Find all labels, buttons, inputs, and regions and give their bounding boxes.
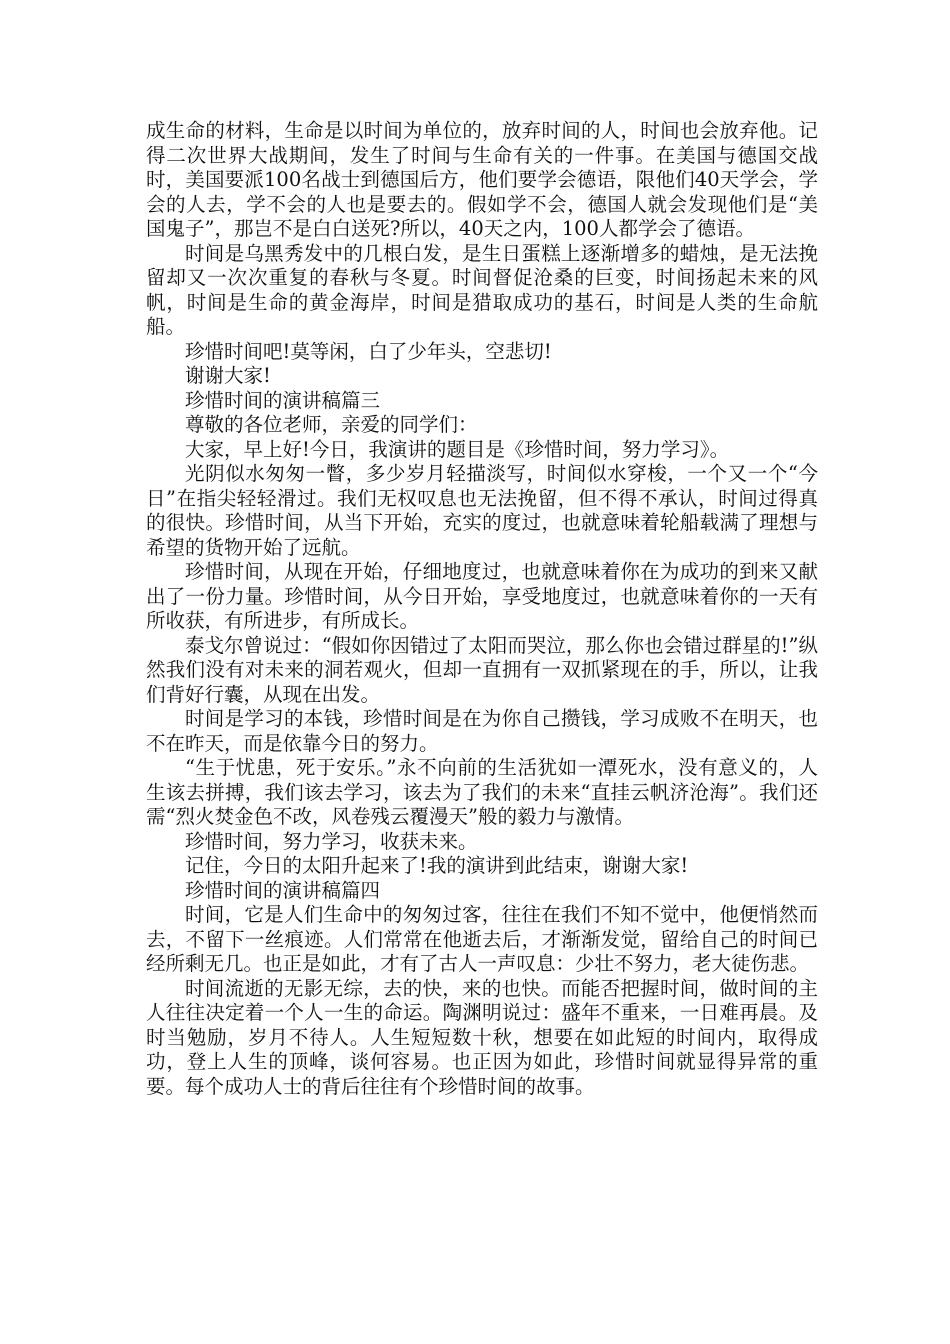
paragraph: 记住，今日的太阳升起来了!我的演讲到此结束，谢谢大家! [185,854,689,877]
section-heading: 珍惜时间的演讲稿篇三 [185,388,381,412]
paragraph: 光阴似水匆匆一瞥，多少岁月轻描淡写，时间似水穿梭，一个又一个“今日”在指尖轻轻滑过。我们无权叹息也无法挽留，但不得不承认，时间过得真的很快。珍惜时间，从当下开始，充实的度过，也就意味着轮船载满了理想与希望的货物开始了远航。 [146,462,818,559]
paragraph: 时间，它是人们生命中的匆匆过客，往往在我们不知不觉中，他便悄然而去，不留下一丝痕迹。人们常常在他逝去后，才渐渐发觉，留给自己的时间已经所剩无几。也正是如此，才有了古人一声叹息：少壮不努力，老大徒伤悲。 [146,903,818,975]
paragraph: 珍惜时间，努力学习，收获未来。 [185,829,478,853]
paragraph: 谢谢大家! [185,364,271,387]
paragraph: “生于忧患，死于安乐。”永不向前的生活犹如一潭死水，没有意义的，人生该去拼搏，我们该去学习，该去为了我们的未来“直挂云帆济沧海”。我们还需“烈火焚金色不改，风卷残云覆漫天”般的毅力与激情。 [146,756,818,828]
paragraph: 珍惜时间吧!莫等闲，白了少年头，空悲切! [185,339,552,363]
section-heading: 珍惜时间的演讲稿篇四 [185,878,381,902]
salutation: 尊敬的各位老师，亲爱的同学们： [185,413,478,436]
paragraph: 时间是学习的本钱，珍惜时间是在为你自己攒钱，学习成败不在明天，也不在昨天，而是依靠今日的努力。 [146,707,818,755]
paragraph: 大家，早上好!今日，我演讲的题目是《珍惜时间，努力学习》。 [185,437,730,461]
paragraph: 时间是乌黑秀发中的几根白发，是生日蛋糕上逐渐增多的蜡烛，是无法挽留却又一次次重复的春秋与冬夏。时间督促沧桑的巨变，时间扬起未来的风帆，时间是生命的黄金海岸，时间是猎取成功的基石，时间是人类的生命航船。 [146,241,818,338]
document-body [146,119,818,1099]
paragraph: 时间流逝的无影无综，去的快，来的也快。而能否把握时间，做时间的主人往往决定着一个人一生的命运。陶渊明说过：盛年不重来，一日难再晨。及时当勉励，岁月不待人。人生短短数十秋，想要在如此短的时间内，取得成功，登上人生的顶峰，谈何容易。也正因为如此，珍惜时间就显得异常的重要。每个成功人士的背后往往有个珍惜时间的故事。 [146,976,818,1098]
paragraph: 珍惜时间，从现在开始，仔细地度过，也就意味着你在为成功的到来又献出了一份力量。珍惜时间，从今日开始，享受地度过，也就意味着你的一天有所收获，有所进步，有所成长。 [146,560,818,632]
paragraph: 泰戈尔曾说过：“假如你因错过了太阳而哭泣，那么你也会错过群星的!”纵然我们没有对未来的洞若观火，但却一直拥有一双抓紧现在的手，所以，让我们背好行囊，从现在出发。 [146,633,818,706]
paragraph-continued: 成生命的材料，生命是以时间为单位的，放弃时间的人，时间也会放弃他。记得二次世界大战期间，发生了时间与生命有关的一件事。在美国与德国交战时，美国要派100名战士到德国后方，他们要学会德语，限他们40天学会，学会的人去，学不会的人也是要去的。假如学不会，德国人就会发现他们是“美国鬼子”，那岂不是白白送死?所以，40天之内，100人都学会了德语。 [146,119,818,240]
